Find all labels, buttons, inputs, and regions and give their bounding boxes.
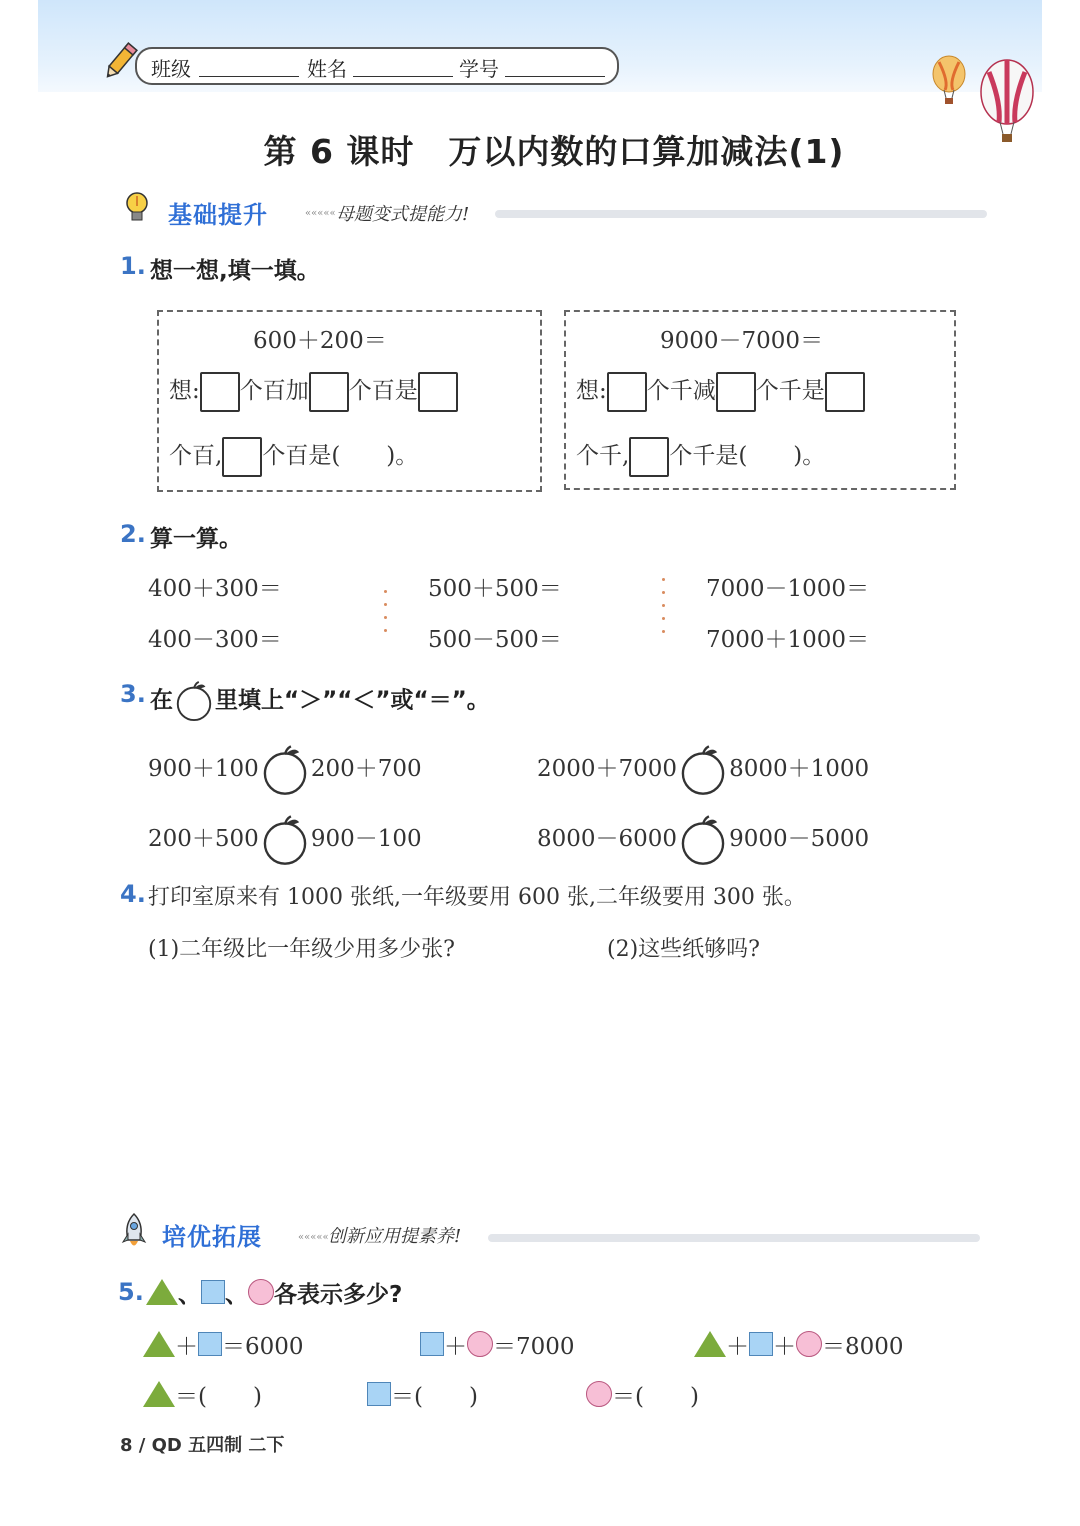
q1-right-text4: 个千, <box>576 443 630 469</box>
triangle-shape <box>146 1279 178 1305</box>
q1-left-think: 想: <box>169 378 200 404</box>
answer-box[interactable] <box>418 372 458 412</box>
q1-left-row2 <box>169 437 418 477</box>
q1-right-box <box>564 310 956 490</box>
q2-divider <box>384 590 390 642</box>
q2-item[interactable]: 400＋300＝ <box>148 576 282 602</box>
q1-left-box <box>157 310 542 492</box>
class-blank[interactable] <box>199 76 299 77</box>
q1-left-text4: 个百, <box>169 443 223 469</box>
q3-right-expr: 900－100 <box>310 826 422 852</box>
square-shape <box>198 1332 222 1356</box>
answer-box[interactable] <box>200 372 240 412</box>
answer-box[interactable] <box>222 437 262 477</box>
square-shape <box>420 1332 444 1356</box>
q5-answer-blank[interactable]: ＝( ) <box>612 1384 699 1410</box>
q1-left-text5[interactable]: 个百是( )。 <box>262 443 419 469</box>
q2-item[interactable]: 7000－1000＝ <box>706 576 870 602</box>
circle-shape <box>248 1279 274 1305</box>
section-advanced-rule <box>488 1234 980 1242</box>
q1-text: 想一想,填一填。 <box>150 258 320 284</box>
triangle-shape <box>143 1331 175 1357</box>
plus-sign: ＋ <box>726 1334 749 1360</box>
name-label: 姓名 <box>307 57 347 81</box>
q3-left-expr: 8000－6000 <box>537 826 678 852</box>
q5-equation-1 <box>143 1328 304 1361</box>
triangle-shape <box>694 1331 726 1357</box>
q2-item[interactable]: 500＋500＝ <box>428 576 562 602</box>
square-shape <box>201 1280 225 1304</box>
q3-text-b: 里填上“＞”“＜”或“＝”。 <box>215 687 490 714</box>
q5-eq3-value: ＝8000 <box>822 1334 904 1360</box>
section-basic-tag: 母题变式提能力! <box>336 204 470 225</box>
q5-number: 5. <box>118 1278 144 1306</box>
q5-question: 各表示多少? <box>274 1282 403 1308</box>
circle-shape <box>796 1331 822 1357</box>
answer-box[interactable] <box>716 372 756 412</box>
q3-right-expr: 9000－5000 <box>729 826 870 852</box>
q3-text <box>150 680 490 722</box>
answer-box[interactable] <box>629 437 669 477</box>
section-advanced-tag: 创新应用提素养! <box>328 1226 462 1247</box>
square-shape <box>367 1382 391 1406</box>
triangle-shape <box>143 1381 175 1407</box>
q5-answer-blank[interactable]: ＝( ) <box>391 1384 478 1410</box>
id-blank[interactable] <box>505 76 605 77</box>
q1-right-row2 <box>576 437 825 477</box>
q5-answer-circle[interactable] <box>586 1378 699 1411</box>
lightbulb-icon <box>122 190 152 226</box>
q5-sep: 、 <box>225 1282 248 1308</box>
answer-box[interactable] <box>607 372 647 412</box>
q5-answer-blank[interactable]: ＝( ) <box>175 1384 262 1410</box>
q2-text: 算一算。 <box>150 526 242 552</box>
section-basic-ticks: ««««« <box>305 208 336 219</box>
q3-compare-row <box>537 744 869 796</box>
q1-left-row1 <box>169 372 458 412</box>
page-title: 第 6 课时 万以内数的口算加减法(1) <box>263 132 845 171</box>
q3-compare-row <box>148 744 422 796</box>
section-basic-rule <box>495 210 987 218</box>
name-blank[interactable] <box>353 76 453 77</box>
apple-answer-icon[interactable] <box>259 814 311 866</box>
circle-shape <box>586 1381 612 1407</box>
plus-sign: ＋ <box>773 1334 796 1360</box>
id-label: 学号 <box>459 57 499 81</box>
plus-sign: ＋ <box>444 1334 467 1360</box>
q2-item[interactable]: 500－500＝ <box>428 627 562 653</box>
q3-left-expr: 900＋100 <box>148 756 259 782</box>
q5-answer-triangle[interactable] <box>143 1378 262 1411</box>
circle-shape <box>467 1331 493 1357</box>
q5-equation-2 <box>420 1328 575 1361</box>
q1-right-text5[interactable]: 个千是( )。 <box>669 443 826 469</box>
answer-box[interactable] <box>825 372 865 412</box>
q3-right-expr: 200＋700 <box>310 756 422 782</box>
q1-right-text3: 个千是 <box>755 378 825 404</box>
apple-answer-icon[interactable] <box>677 744 729 796</box>
apple-answer-icon[interactable] <box>677 814 729 866</box>
q5-answer-square[interactable] <box>367 1378 478 1411</box>
answer-box[interactable] <box>309 372 349 412</box>
q3-number: 3. <box>120 680 146 708</box>
q3-left-expr: 200＋500 <box>148 826 259 852</box>
apple-answer-icon[interactable] <box>259 744 311 796</box>
q1-number: 1. <box>120 252 146 280</box>
section-advanced-ticks: ««««« <box>298 1232 329 1243</box>
q2-divider <box>662 578 668 643</box>
q5-text <box>146 1276 402 1309</box>
q3-compare-row <box>148 814 422 866</box>
q1-right-text2: 个千减 <box>646 378 716 404</box>
pencil-icon <box>100 40 140 82</box>
q4-text: 打印室原来有 1000 张纸,一年级要用 600 张,二年级要用 300 张。 <box>148 885 806 910</box>
section-advanced-badge: 培优拓展 <box>162 1223 262 1251</box>
q2-number: 2. <box>120 520 146 548</box>
q3-left-expr: 2000＋7000 <box>537 756 678 782</box>
q2-item[interactable]: 400－300＝ <box>148 627 282 653</box>
class-label: 班级 <box>151 57 191 81</box>
q5-eq1-value: ＝6000 <box>222 1334 304 1360</box>
q3-right-expr: 8000＋1000 <box>729 756 870 782</box>
q2-item[interactable]: 7000＋1000＝ <box>706 627 870 653</box>
square-shape <box>749 1332 773 1356</box>
q4-sub1: (1)二年级比一年级少用多少张? <box>148 937 455 962</box>
q4-number: 4. <box>120 880 146 908</box>
q1-left-text3: 个百是 <box>348 378 418 404</box>
page-footer: 8 / QD 五四制 二下 <box>120 1435 285 1456</box>
q1-right-think: 想: <box>576 378 607 404</box>
q5-eq2-value: ＝7000 <box>493 1334 575 1360</box>
q1-right-expression: 9000－7000＝ <box>660 328 824 354</box>
section-basic-badge: 基础提升 <box>168 201 268 229</box>
q1-left-expression: 600＋200＝ <box>253 328 387 354</box>
q1-right-row1 <box>576 372 865 412</box>
apple-icon <box>173 680 215 722</box>
rocket-icon <box>120 1212 148 1252</box>
q4-sub2: (2)这些纸够吗? <box>607 937 760 962</box>
student-info-bar <box>135 47 619 85</box>
plus-sign: ＋ <box>175 1334 198 1360</box>
q5-sep: 、 <box>178 1282 201 1308</box>
q4-answer-area[interactable] <box>148 975 948 1175</box>
q5-equation-3 <box>694 1328 904 1361</box>
q3-compare-row <box>537 814 869 866</box>
q3-text-a: 在 <box>150 687 173 714</box>
q1-left-text2: 个百加 <box>239 378 309 404</box>
